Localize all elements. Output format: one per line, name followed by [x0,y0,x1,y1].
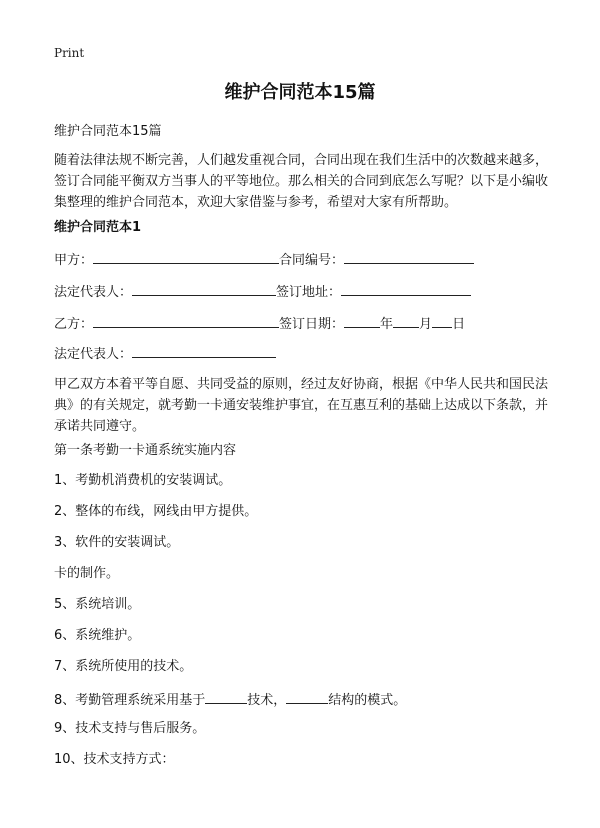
item-8-blank-1 [205,688,247,704]
month-label: 月 [419,317,433,332]
party-b-label: 乙方： [54,317,94,332]
day-label: 日 [452,317,466,332]
page-title: 维护合同范本15篇 [224,82,376,103]
legal-rep-b-row [54,342,276,362]
contract-no-label: 合同编号： [279,253,345,268]
legal-rep-a-label: 法定代表人： [54,285,133,300]
month-blank [393,312,419,328]
item-8-part-c: 结构的模式。 [328,693,407,708]
sign-place-label: 签订地址： [276,285,342,300]
list-item: 6、系统维护。 [54,628,141,643]
year-blank [344,312,380,328]
sign-date-label: 签订日期： [279,317,345,332]
year-label: 年 [380,317,394,332]
document-subtitle: 维护合同范本15篇 [54,124,162,139]
agreement-paragraph: 甲乙双方本着平等自愿、共同受益的原则，经过友好协商，根据《中华人民共和国民法典》的有关规定，就考勤一卡通安装维护事宜，在互惠互利的基础上达成以下条款，并承诺共同遵守。 [54,377,549,434]
list-item: 5、系统培训。 [54,597,141,612]
sign-place-blank [341,280,471,296]
list-item: 9、技术支持与售后服务。 [54,721,206,736]
section-heading: 维护合同范本1 [54,220,142,235]
legal-rep-a-row [54,280,471,300]
party-a-row [54,248,474,268]
list-item: 1、考勤机消费机的安装调试。 [54,473,232,488]
legal-rep-a-blank [132,280,276,296]
list-item: 卡的制作。 [54,566,120,581]
list-item: 10、技术支持方式： [54,752,175,767]
list-item [54,688,406,711]
print-link[interactable]: Print [54,46,85,60]
list-item: 3、软件的安装调试。 [54,535,180,550]
party-b-blank [93,312,279,328]
legal-rep-b-label: 法定代表人： [54,347,133,362]
list-item: 7、系统所使用的技术。 [54,659,193,674]
item-8-blank-2 [286,688,328,704]
party-b-row [54,312,465,332]
contract-no-blank [344,248,474,264]
party-a-label: 甲方： [54,253,94,268]
intro-paragraph: 随着法律法规不断完善，人们越发重视合同，合同出现在我们生活中的次数越来越多，签订合同能平衡双方当事人的平等地位。那么相关的合同到底怎么写呢？以下是小编收集整理的维护合同范本，欢迎大家借鉴与参考，希望对大家有所帮助。 [54,153,549,210]
article-1-title: 第一条考勤一卡通系统实施内容 [54,443,237,458]
list-item: 2、整体的布线，网线由甲方提供。 [54,504,258,519]
party-a-blank [93,248,279,264]
legal-rep-b-blank [132,342,276,358]
day-blank [432,312,452,328]
item-8-part-a: 8、考勤管理系统采用基于 [54,693,206,708]
item-8-part-b: 技术， [247,693,287,708]
